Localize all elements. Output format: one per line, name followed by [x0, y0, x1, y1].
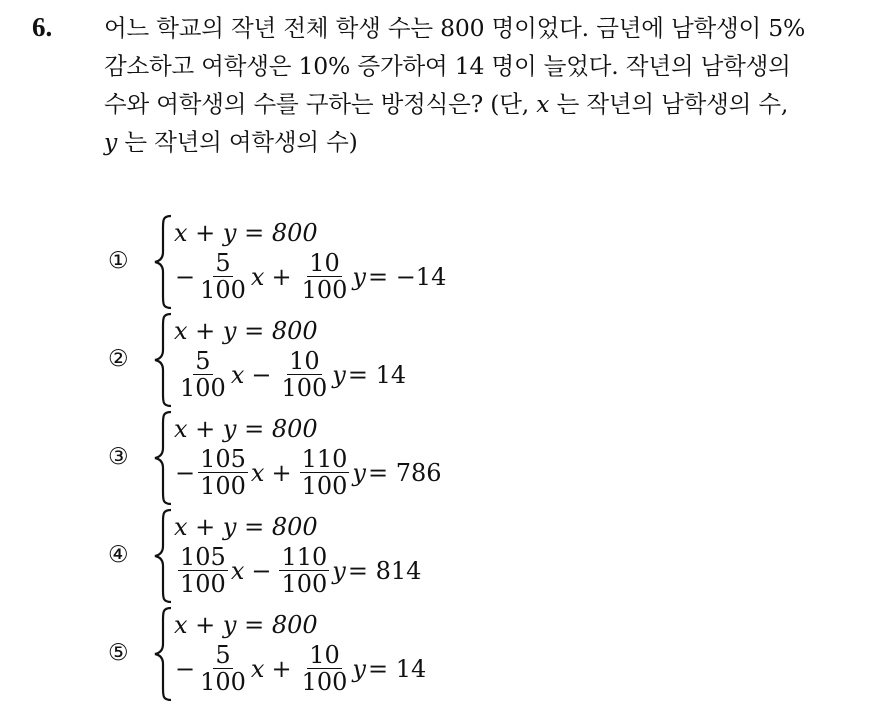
right-hand-side: = 14 — [347, 360, 407, 389]
answer-choice-1[interactable] — [108, 214, 528, 312]
fraction-numerator: 110 — [281, 543, 328, 571]
fraction-denominator: 100 — [281, 570, 328, 598]
equation-1 — [174, 414, 318, 444]
fraction-1 — [178, 544, 228, 597]
choice-label: ③ — [108, 444, 129, 470]
fraction-numerator: 105 — [200, 445, 246, 473]
equation-2 — [174, 348, 407, 401]
fraction-denominator: 100 — [200, 668, 246, 696]
fraction-denominator: 100 — [301, 668, 348, 696]
equation-1 — [174, 218, 318, 248]
answer-choices — [108, 214, 528, 704]
left-brace-icon — [152, 508, 174, 604]
equation-1-text: x + y = 800 — [174, 317, 318, 345]
choice-label: ① — [108, 248, 129, 274]
stem-line-1: 어느 학교의 작년 전체 학생 수는 800 명이었다. 금년에 남학생이 5% — [104, 14, 806, 42]
stem-line-4 — [104, 123, 874, 161]
question-number: 6. — [32, 12, 53, 42]
fraction-2 — [300, 642, 350, 695]
equation-2 — [174, 446, 443, 499]
fraction-denominator: 100 — [200, 276, 246, 304]
sign: − — [175, 458, 196, 487]
equation-1-text: x + y = 800 — [174, 513, 318, 541]
variable-x: x — [250, 262, 265, 291]
fraction-numerator: 5 — [195, 347, 211, 375]
fraction-numerator: 110 — [301, 445, 348, 473]
equation-1 — [174, 610, 318, 640]
fraction-1 — [198, 446, 248, 499]
stem-line-3 — [104, 85, 874, 123]
stem-line-3-before: 수와 여학생의 수를 구하는 방정식은? (단, — [104, 90, 537, 118]
variable-x: x — [250, 458, 265, 487]
fraction-2 — [300, 446, 350, 499]
fraction-denominator: 100 — [180, 374, 226, 402]
fraction-numerator: 10 — [289, 347, 320, 375]
operator: + — [271, 654, 292, 683]
left-brace-icon — [152, 606, 174, 702]
choice-label: ② — [108, 346, 129, 372]
fraction-2 — [279, 544, 329, 597]
stem-line-3-after: 는 작년의 남학생의 수, — [549, 90, 789, 118]
variable-x: x — [250, 654, 265, 683]
question-stem — [104, 9, 874, 161]
operator: + — [271, 262, 292, 291]
sign: − — [175, 262, 196, 291]
right-hand-side: = 814 — [347, 556, 422, 585]
equation-1 — [174, 512, 318, 542]
fraction-2 — [300, 250, 350, 303]
variable-y: y — [352, 262, 366, 291]
fraction-denominator: 100 — [301, 472, 348, 500]
stem-line-4-after: 는 작년의 여학생의 수) — [117, 128, 358, 156]
answer-choice-2[interactable] — [108, 312, 528, 410]
right-hand-side: = 14 — [367, 654, 427, 683]
equation-1-text: x + y = 800 — [174, 611, 318, 639]
right-hand-side: = 786 — [367, 458, 442, 487]
equation-2 — [174, 642, 427, 695]
stem-line-2: 감소하고 여학생은 10% 증가하여 14 명이 늘었다. 작년의 남학생의 — [104, 52, 791, 80]
variable-y: y — [332, 556, 346, 585]
variable-y: y — [352, 458, 366, 487]
stem-var-x: x — [536, 90, 550, 118]
equation-1-text: x + y = 800 — [174, 415, 318, 443]
right-hand-side: = −14 — [367, 262, 447, 291]
equation-2 — [174, 544, 422, 597]
fraction-denominator: 100 — [281, 374, 328, 402]
equation-1 — [174, 316, 318, 346]
fraction-denominator: 100 — [301, 276, 348, 304]
choice-label: ⑤ — [108, 640, 129, 666]
fraction-denominator: 100 — [200, 472, 246, 500]
fraction-1 — [198, 642, 248, 695]
fraction-denominator: 100 — [180, 570, 226, 598]
fraction-numerator: 5 — [215, 641, 231, 669]
answer-choice-5[interactable] — [108, 606, 528, 704]
equation-2 — [174, 250, 447, 303]
variable-y: y — [352, 654, 366, 683]
equation-1-text: x + y = 800 — [174, 219, 318, 247]
left-brace-icon — [152, 410, 174, 506]
operator: − — [251, 556, 272, 585]
choice-label: ④ — [108, 542, 129, 568]
fraction-1 — [178, 348, 228, 401]
operator: − — [251, 360, 272, 389]
fraction-numerator: 105 — [180, 543, 226, 571]
variable-y: y — [332, 360, 346, 389]
fraction-numerator: 10 — [309, 641, 340, 669]
variable-x: x — [230, 360, 245, 389]
fraction-numerator: 5 — [215, 249, 231, 277]
answer-choice-4[interactable] — [108, 508, 528, 606]
fraction-1 — [198, 250, 248, 303]
operator: + — [271, 458, 292, 487]
stem-var-y: y — [104, 128, 118, 156]
left-brace-icon — [152, 214, 174, 310]
fraction-2 — [279, 348, 329, 401]
variable-x: x — [230, 556, 245, 585]
sign: − — [175, 654, 196, 683]
answer-choice-3[interactable] — [108, 410, 528, 508]
fraction-numerator: 10 — [309, 249, 340, 277]
left-brace-icon — [152, 312, 174, 408]
